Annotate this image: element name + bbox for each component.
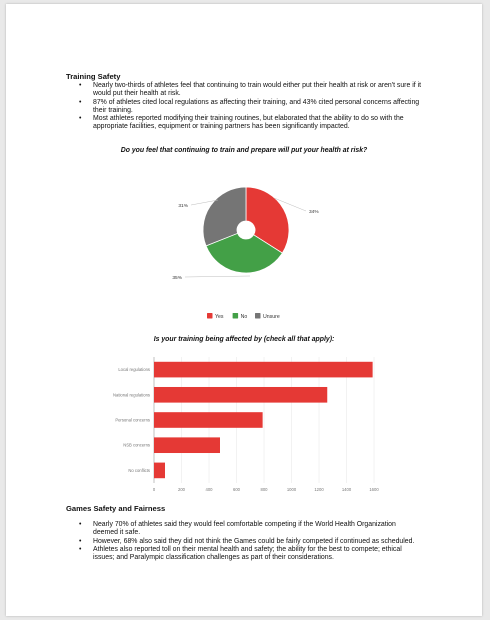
bullet-item: • However, 68% also said they did not think the Games could be fairly competed if continued as scheduled. <box>66 538 422 546</box>
bar <box>154 387 327 403</box>
y-category-label: NSB concerns <box>123 442 150 448</box>
training-affected-bar-chart <box>6 4 482 504</box>
y-category-label: Personal concerns <box>115 417 150 423</box>
question-training-affected: Is your training being affected by (check all that apply): <box>153 336 335 343</box>
legend-label: Unsure <box>263 314 280 320</box>
legend-label: No <box>240 314 248 320</box>
bullet-item: • Athletes also reported toll on their mental health and safety; the ability for the best to compete; ethical issues; and Paralympic classification challenges as part of their considerations. <box>66 546 422 563</box>
bullet-item: • Most athletes reported modifying their training routines, but elaborated that the ability to do so with the appropriate facilities, equipment or training partners has been significantly impacted. <box>66 115 422 132</box>
pie-data-label: 34% <box>309 210 319 215</box>
y-category-label: Local regulations <box>118 367 150 373</box>
pie-data-label: 31% <box>178 204 188 209</box>
y-category-label: National regulations <box>112 392 150 398</box>
x-tick-label: 400 <box>205 487 213 492</box>
pie-data-label: 35% <box>172 276 182 281</box>
x-tick-label: 1400 <box>341 487 352 492</box>
legend-label: Yes <box>215 314 224 320</box>
bar <box>154 463 165 479</box>
bullet-item: • Nearly two-thirds of athletes feel that continuing to train would either put their health at risk or aren't sure if it would put their health at risk. <box>66 82 422 99</box>
games-safety-bullets <box>66 521 422 562</box>
x-tick-label: 200 <box>178 487 185 492</box>
x-tick-label: 1200 <box>314 487 324 492</box>
section-title-training-safety: Training Safety <box>66 72 121 81</box>
bar <box>154 437 220 453</box>
bullet-item: • Nearly 70% of athletes said they would feel comfortable competing if the World Health Organization deemed it safe. <box>66 521 422 538</box>
question-health-risk: Do you feel that continuing to train and prepare will put your health at risk? <box>120 147 368 154</box>
x-tick-label: 1000 <box>286 487 297 492</box>
section-title-games-safety: Games Safety and Fairness <box>66 504 166 513</box>
x-tick-label: 800 <box>260 487 268 492</box>
y-category-label: No conflicts <box>128 467 150 473</box>
bullet-item: • 87% of athletes cited local regulations as affecting their training, and 43% cited personal concerns affecting their training. <box>66 99 422 116</box>
x-tick-label: 600 <box>233 487 240 492</box>
document-page <box>6 4 482 616</box>
x-tick-label: 0 <box>152 487 156 492</box>
bar <box>154 362 373 378</box>
bar <box>154 412 263 428</box>
x-tick-label: 1600 <box>369 487 379 492</box>
